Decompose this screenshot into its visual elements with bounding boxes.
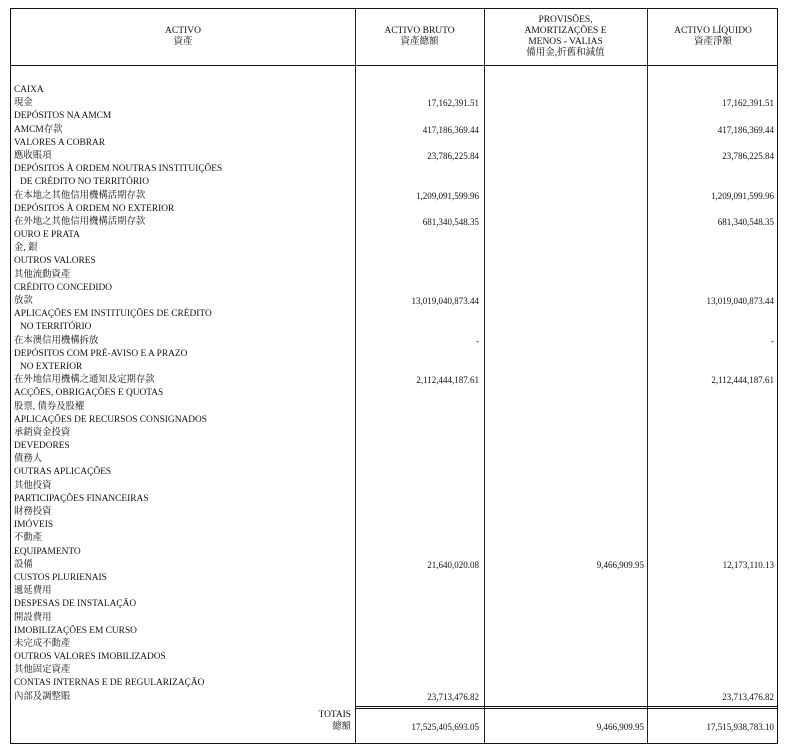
table-row <box>11 519 777 532</box>
row-label: IMOBILIZAÇÕES EM CURSO <box>14 625 137 636</box>
row-label: 其他流動資產 <box>14 269 71 280</box>
table-row <box>11 242 777 255</box>
row-label: 在本地之其他信用機構活期存款 <box>14 190 146 201</box>
header-activo-zh: 資產 <box>173 37 193 47</box>
total-provisoes: 9,466,909.95 <box>596 722 644 732</box>
totals-label-zh: 總額 <box>332 722 351 732</box>
row-label: IMÓVEIS <box>14 520 54 531</box>
table-row <box>11 453 777 466</box>
table-row <box>11 466 777 479</box>
row-label: DEPÓSITOS À ORDEM NO EXTERIOR <box>14 203 175 214</box>
row-label: DEPÓSITOS À ORDEM NOUTRAS INSTITUIÇÕES <box>14 164 223 175</box>
row-label: OUTROS VALORES IMOBILIZADOS <box>14 652 166 663</box>
header-divider <box>11 65 777 66</box>
table-row <box>11 295 777 308</box>
row-label: OURO E PRATA <box>14 230 80 241</box>
row-label: 未完成不動產 <box>14 638 71 649</box>
table-row <box>11 625 777 638</box>
row-label: CONTAS INTERNAS E DE REGULARIZAÇÃO <box>14 678 205 689</box>
table-row <box>11 480 777 493</box>
row-label: NO TERRITÓRIO <box>20 322 92 333</box>
table-row <box>11 387 777 400</box>
balance-sheet-table <box>10 8 778 744</box>
value-bruto: 13,019,040,873.44 <box>411 296 479 306</box>
value-liquido: 23,786,225.84 <box>722 150 774 161</box>
row-label: EQUIPAMENTO <box>14 546 81 557</box>
value-bruto: 17,162,391.51 <box>427 98 479 109</box>
table-row <box>11 348 777 361</box>
row-label: 其他投資 <box>14 480 52 491</box>
row-label: CRÉDITO CONCEDIDO <box>14 282 113 293</box>
value-liquido: 17,162,391.51 <box>722 98 774 109</box>
row-label: DEVEDORES <box>14 441 70 452</box>
table-row <box>11 229 777 242</box>
table-row <box>11 269 777 282</box>
total-liquido: 17,515,938,783.10 <box>706 722 774 732</box>
row-label: 遞延費用 <box>14 586 52 597</box>
value-liquido: 1,209,091,599.96 <box>711 190 774 201</box>
table-row <box>11 532 777 545</box>
row-label: 應收賬項 <box>14 150 52 161</box>
row-label: AMCM存款 <box>14 124 63 135</box>
value-provisoes: 9,466,909.95 <box>596 559 644 570</box>
row-label: 在外地之其他信用機構活期存款 <box>14 216 146 227</box>
table-row <box>11 414 777 427</box>
table-row <box>11 255 777 268</box>
row-label: ACÇÕES, OBRIGAÇÕES E QUOTAS <box>14 388 164 399</box>
table-row <box>11 677 777 690</box>
table-row <box>11 572 777 585</box>
table-row <box>11 335 777 348</box>
row-label: 放款 <box>14 296 33 306</box>
row-label: 不動產 <box>14 533 43 544</box>
table-row <box>11 361 777 374</box>
table-row <box>11 110 777 123</box>
table-row <box>11 176 777 189</box>
table-row <box>11 374 777 387</box>
value-liquido: 12,173,110.13 <box>722 559 774 570</box>
header-prov-zh: 備用金,折舊和減值 <box>526 48 605 58</box>
value-bruto: - <box>476 335 479 346</box>
value-bruto: 1,209,091,599.96 <box>416 190 479 201</box>
row-label: 設備 <box>14 559 33 570</box>
row-label: 財務投資 <box>14 507 52 517</box>
table-row <box>11 150 777 163</box>
value-bruto: 2,112,444,187.61 <box>416 375 479 386</box>
header-prov-line2: AMORTIZAÇÕES E <box>524 26 607 36</box>
table-row <box>11 190 777 203</box>
row-label: DEPÓSITOS COM PRÉ-AVISO E A PRAZO <box>14 348 188 359</box>
table-row <box>11 124 777 137</box>
row-label: VALORES A COBRAR <box>14 137 105 148</box>
header-activo-bruto <box>355 9 484 65</box>
row-label: 內部及調整賬 <box>14 691 71 702</box>
header-activo-pt: ACTIVO <box>165 26 201 36</box>
row-label: CAIXA <box>14 85 44 95</box>
row-label: DE CRÉDITO NO TERRITÓRIO <box>20 177 150 188</box>
row-label: 現金 <box>14 98 33 109</box>
value-liquido: - <box>771 335 774 346</box>
row-label: APLICAÇÕES EM INSTITUIÇÕES DE CRÉDITO <box>14 309 212 320</box>
value-bruto: 21,640,020.08 <box>427 559 479 570</box>
value-bruto: 23,786,225.84 <box>427 150 479 161</box>
table-row <box>11 137 777 150</box>
table-row <box>11 401 777 414</box>
value-bruto: 681,340,548.35 <box>422 216 479 227</box>
header-activo-liquido <box>647 9 779 65</box>
header-liquido-pt: ACTIVO LÍQUIDO <box>674 26 752 36</box>
total-bruto: 17,525,405,693.05 <box>411 722 479 732</box>
table-body <box>11 84 777 704</box>
row-label: 承銷資金投資 <box>14 427 71 438</box>
row-label: 金, 銀 <box>14 243 38 254</box>
totals-row <box>11 709 777 739</box>
table-row <box>11 585 777 598</box>
row-label: APLICAÇÕES DE RECURSOS CONSIGNADOS <box>14 414 207 425</box>
table-row <box>11 203 777 216</box>
row-label: OUTRAS APLICAÇÕES <box>14 467 112 478</box>
table-row <box>11 506 777 519</box>
row-label: 在外地信用機構之通知及定期存款 <box>14 375 155 386</box>
header-activo <box>11 9 355 65</box>
table-row <box>11 651 777 664</box>
row-label: 其他固定資產 <box>14 665 71 676</box>
table-row <box>11 598 777 611</box>
value-liquido: 681,340,548.35 <box>717 216 774 227</box>
table-row <box>11 664 777 677</box>
table-row <box>11 282 777 295</box>
table-row <box>11 163 777 176</box>
row-label: DEPÓSITOS NA AMCM <box>14 111 112 122</box>
table-row <box>11 612 777 625</box>
header-provisoes <box>484 9 647 65</box>
value-liquido: 13,019,040,873.44 <box>706 296 774 306</box>
table-row <box>11 493 777 506</box>
value-bruto: 417,186,369.44 <box>422 124 479 135</box>
table-row <box>11 216 777 229</box>
table-row <box>11 84 777 97</box>
value-bruto: 23,713,476.82 <box>427 691 479 702</box>
row-label: PARTICIPAÇÕES FINANCEIRAS <box>14 493 149 504</box>
header-bruto-pt: ACTIVO BRUTO <box>384 26 455 36</box>
header-prov-line3: MENOS - VALIAS <box>528 37 603 47</box>
totals-label <box>271 709 351 733</box>
table-row <box>11 559 777 572</box>
row-label: NO EXTERIOR <box>20 361 83 372</box>
row-label: DESPESAS DE INSTALAÇÃO <box>14 599 137 610</box>
value-liquido: 2,112,444,187.61 <box>711 375 774 386</box>
header-liquido-zh: 資產淨額 <box>693 37 732 47</box>
totals-rule <box>355 706 777 707</box>
table-row <box>11 427 777 440</box>
table-row <box>11 308 777 321</box>
value-liquido: 23,713,476.82 <box>722 691 774 702</box>
table-row <box>11 97 777 110</box>
table-row <box>11 638 777 651</box>
value-liquido: 417,186,369.44 <box>717 124 774 135</box>
row-label: 債務人 <box>14 454 43 465</box>
row-label: OUTROS VALORES <box>14 256 96 267</box>
header-bruto-zh: 資產總額 <box>400 37 439 47</box>
table-row <box>11 440 777 453</box>
table-row <box>11 321 777 334</box>
row-label: CUSTOS PLURIENAIS <box>14 572 107 583</box>
table-row <box>11 546 777 559</box>
row-label: 在本澳信用機構拆放 <box>14 335 99 346</box>
header-prov-line1: PROVISÕES, <box>538 15 593 25</box>
row-label: 股票, 債券及股權 <box>14 401 85 412</box>
totals-label-pt: TOTAIS <box>318 710 351 720</box>
table-row <box>11 691 777 704</box>
row-label: 開設費用 <box>14 612 52 623</box>
